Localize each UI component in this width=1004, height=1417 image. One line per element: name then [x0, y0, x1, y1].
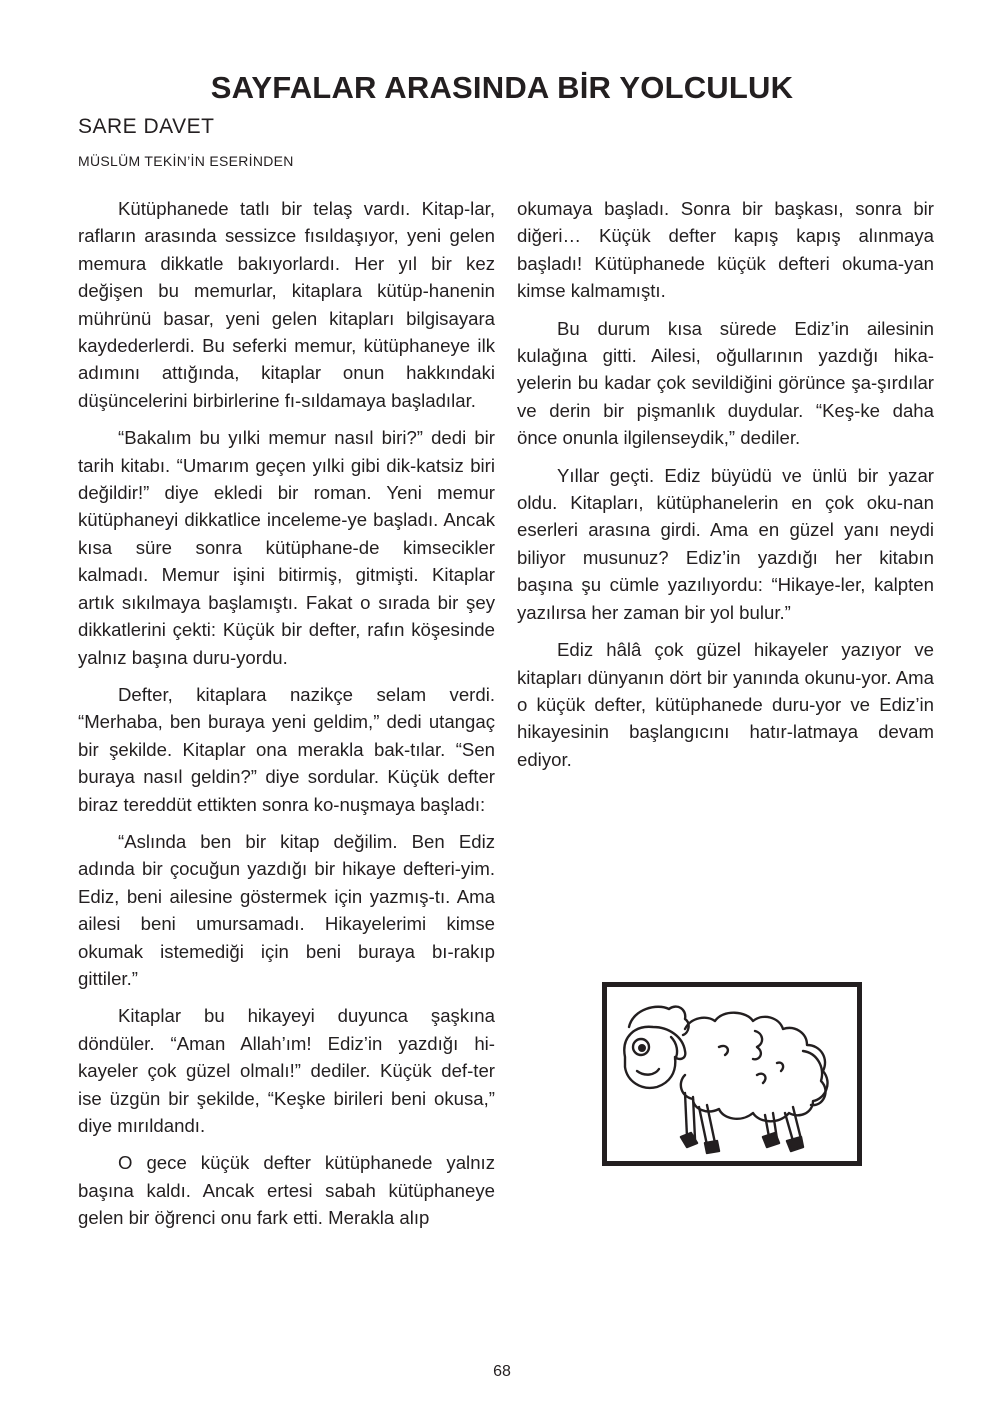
- author-name: SARE DAVET: [78, 115, 215, 138]
- paragraph: Kütüphanede tatlı bir telaş vardı. Kitap-lar, rafların arasında sessizce fısıldaşıyor, yeni gelen memura dikkatle bakıyorlardı. Her yıl bir kez değişen bu memurlar, kitaplara kütüp-hanenin mührünü basar, yeni gelen kitapları bilgisayara kaydederlerdi. Bu seferki memur, kütüphaneye ilk adımını attığında, kitaplar onun hakkındaki düşüncelerini birbirlerine fı-sıldamaya başladılar.: [78, 198, 495, 411]
- paragraph-continuation: okumaya başladı. Sonra bir başkası, sonra bir diğeri… Küçük defter kapış kapış alınmaya başladı! Kütüphanede küçük defteri okuma-yan kimse kalmamıştı.: [517, 198, 934, 302]
- right-column: [517, 195, 934, 783]
- paragraph: Defter, kitaplara nazikçe selam verdi. “Merhaba, ben buraya yeni geldim,” dedi utangaç bir şekilde. Kitaplar ona merakla bak-tılar. “Sen buraya nasıl geldin?” diye sordular. Küçük defter biraz tereddüt ettikten sonra ko-nuşmaya başladı:: [78, 683, 495, 815]
- page-title: SAYFALAR ARASINDA BİR YOLCULUK: [210, 70, 794, 105]
- paragraph: O gece küçük defter kütüphanede yalnız başına kaldı. Ancak ertesi sabah kütüphaneye gelen bir öğrenci onu fark etti. Merakla alıp: [78, 1152, 495, 1229]
- source-credit: MÜSLÜM TEKİN’İN ESERİNDEN: [78, 153, 294, 169]
- paragraph: “Bakalım bu yılki memur nasıl biri?” dedi bir tarih kitabı. “Umarım geçen yılki gibi dik-katsiz biri değildir!” diye ekledi bir roman. Yeni memur kütüphaneyi dikkatlice inceleme-ye başladı. Ancak kısa süre sonra kütüphane-de kimsecikler kalmadı. Memur işini bitirmiş, gitmişti. Kitaplar artık sıkılmaya başlamıştı. Fakat o sırada bir şey dikkatlerini çekti: Küçük bir defter, rafın köşesinde yalnız başına duru-yordu.: [78, 427, 495, 668]
- paragraph: Yıllar geçti. Ediz büyüdü ve ünlü bir yazar oldu. Kitapları, kütüphanelerin en çok oku-nan eserleri arasına girdi. Ama en güzel yanı neydi biliyor musunuz? Ediz’in yazdığı her kitabın başına şu cümle yazılıyordu: “Hikaye-ler, kalpten yazılırsa her zaman bir yol bulur.”: [517, 464, 934, 623]
- sheep-icon: [607, 987, 857, 1161]
- paragraph: “Aslında ben bir kitap değilim. Ben Ediz adında bir çocuğun yazdığı bir hikaye defteri-yim. Ediz, beni ailesine göstermek için yazmış-tı. Ama ailesi beni umursamadı. Hikayelerimi kimse okumak istemediği için beni buraya bı-rakıp gittiler.”: [78, 830, 495, 989]
- paragraph: Ediz hâlâ çok güzel hikayeler yazıyor ve kitapları dünyanın dört bir yanında okunu-yor. Ama o küçük defter, kütüphanede duru-yor ve Ediz’in hikayesinin başlangıcını hatır-latmaya devam ediyor.: [517, 639, 934, 770]
- paragraph: Kitaplar bu hikayeyi duyunca şaşkına döndüler. “Aman Allah’ım! Ediz’in yazdığı hi-kayeler çok güzel olmalı!” dediler. Küçük def-ter ise üzgün bir şekilde, “Keşke birileri beni okusa,” diye mırıldandı.: [78, 1005, 495, 1136]
- sheep-illustration: [602, 982, 862, 1166]
- left-column: [78, 195, 495, 1242]
- paragraph: Bu durum kısa sürede Ediz’in ailesinin kulağına gitti. Ailesi, oğullarının yazdığı hika-yelerin bu kadar çok sevildiğini görünce şa-şırdılar ve derin bir pişmanlık duydular. “Keş-ke daha önce onunla ilgilenseydik,” dediler.: [517, 317, 934, 449]
- page-number: 68: [493, 1363, 511, 1380]
